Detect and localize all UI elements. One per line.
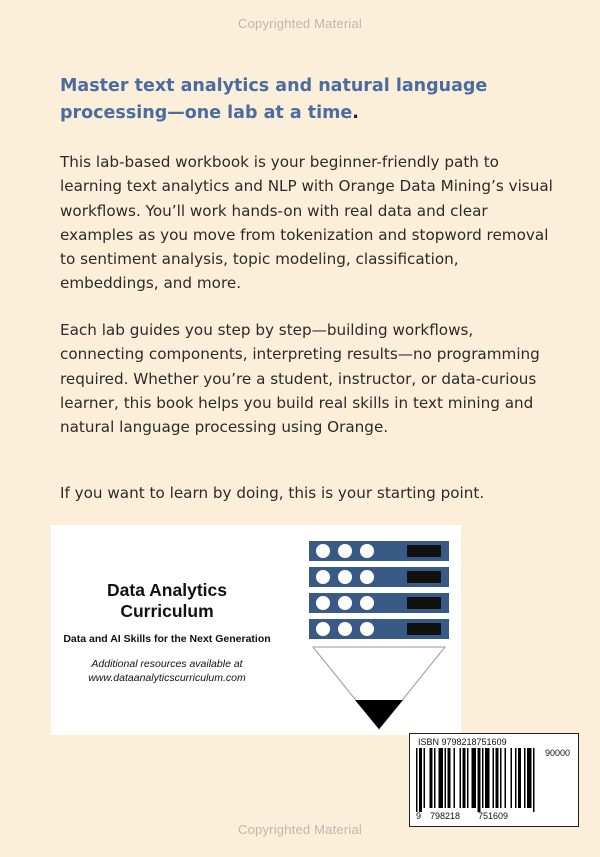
publisher-card	[51, 525, 461, 735]
server-light	[360, 596, 374, 610]
barcode-bar	[434, 748, 436, 808]
barcode-bar	[419, 748, 422, 812]
barcode-bar	[500, 748, 502, 808]
funnel-tip	[355, 700, 403, 729]
publisher-title: Data Analytics Curriculum	[107, 580, 227, 621]
barcode-bar	[424, 748, 426, 808]
barcode-bar	[445, 748, 447, 808]
server-light	[316, 596, 330, 610]
server-light	[360, 622, 374, 636]
description-paragraph-1: This lab-based workbook is your beginner-friendly path to learning text analytics and NLP with Orange Data Mining’s visual workflows. You’ll work hands-on with real data and clear examples as you move from tokenization and stopword removal to sentiment analysis, topic modeling, classification, embeddings, and more.	[60, 153, 553, 293]
barcode-bar	[493, 748, 495, 808]
server-light	[316, 622, 330, 636]
server-light	[360, 544, 374, 558]
price-code: 90000	[544, 748, 570, 758]
barcode-bar	[463, 748, 466, 808]
server-light	[338, 596, 352, 610]
barcode-bar	[482, 748, 484, 808]
barcode-bar	[511, 748, 513, 808]
barcode-bar	[485, 748, 490, 808]
server-slot	[407, 597, 441, 609]
barcode-bar	[518, 748, 521, 808]
barcode-bar	[533, 748, 535, 812]
barcode-bar	[527, 748, 532, 808]
barcode-bar	[448, 748, 451, 808]
barcode-bar	[460, 748, 462, 808]
server-light	[316, 544, 330, 558]
barcode-bar	[472, 748, 477, 808]
server-slot	[407, 571, 441, 583]
publisher-tagline: Data and AI Skills for the Next Generation	[63, 633, 271, 645]
resources-note: Additional resources available at www.dataanalyticscurriculum.com	[51, 657, 283, 685]
barcode-bar	[496, 748, 499, 808]
server-light	[316, 570, 330, 584]
server-light	[338, 622, 352, 636]
server-light	[360, 570, 374, 584]
description-paragraph-3: If you want to learn by doing, this is your starting point.	[60, 484, 485, 502]
barcode-bar	[478, 748, 481, 812]
copyright-watermark-bottom: Copyrighted Material	[238, 822, 362, 837]
barcode-bar	[515, 748, 517, 808]
barcode-bar	[416, 748, 418, 812]
copyright-watermark-top: Copyrighted Material	[238, 16, 362, 31]
isbn-label: ISBN 9798218751609	[418, 737, 507, 747]
resources-url: www.dataanalyticscurriculum.com	[88, 672, 246, 684]
headline: Master text analytics and natural language processing—one lab at a time.	[60, 76, 488, 123]
description-paragraph-2: Each lab guides you step by step—building workflows, connecting components, interpreting results—no programming required. Whether you’re a student, instructor, or data-curious learner, this book helps you build real skills in text mining and natural language processing using Orange.	[60, 321, 540, 437]
server-light	[338, 544, 352, 558]
barcode-bar	[430, 748, 433, 808]
barcode-bar	[524, 748, 526, 808]
server-slot	[407, 545, 441, 557]
barcode-bar	[505, 748, 507, 808]
server-slot	[407, 623, 441, 635]
barcode-icon	[416, 748, 574, 812]
barcode-bar	[439, 748, 444, 808]
server-light	[338, 570, 352, 584]
barcode-panel: ISBN 9798218751609 90000 9 798218 751609	[409, 733, 579, 827]
server-funnel-icon	[309, 539, 449, 734]
barcode-bar	[454, 748, 456, 808]
barcode-bar	[467, 748, 469, 808]
